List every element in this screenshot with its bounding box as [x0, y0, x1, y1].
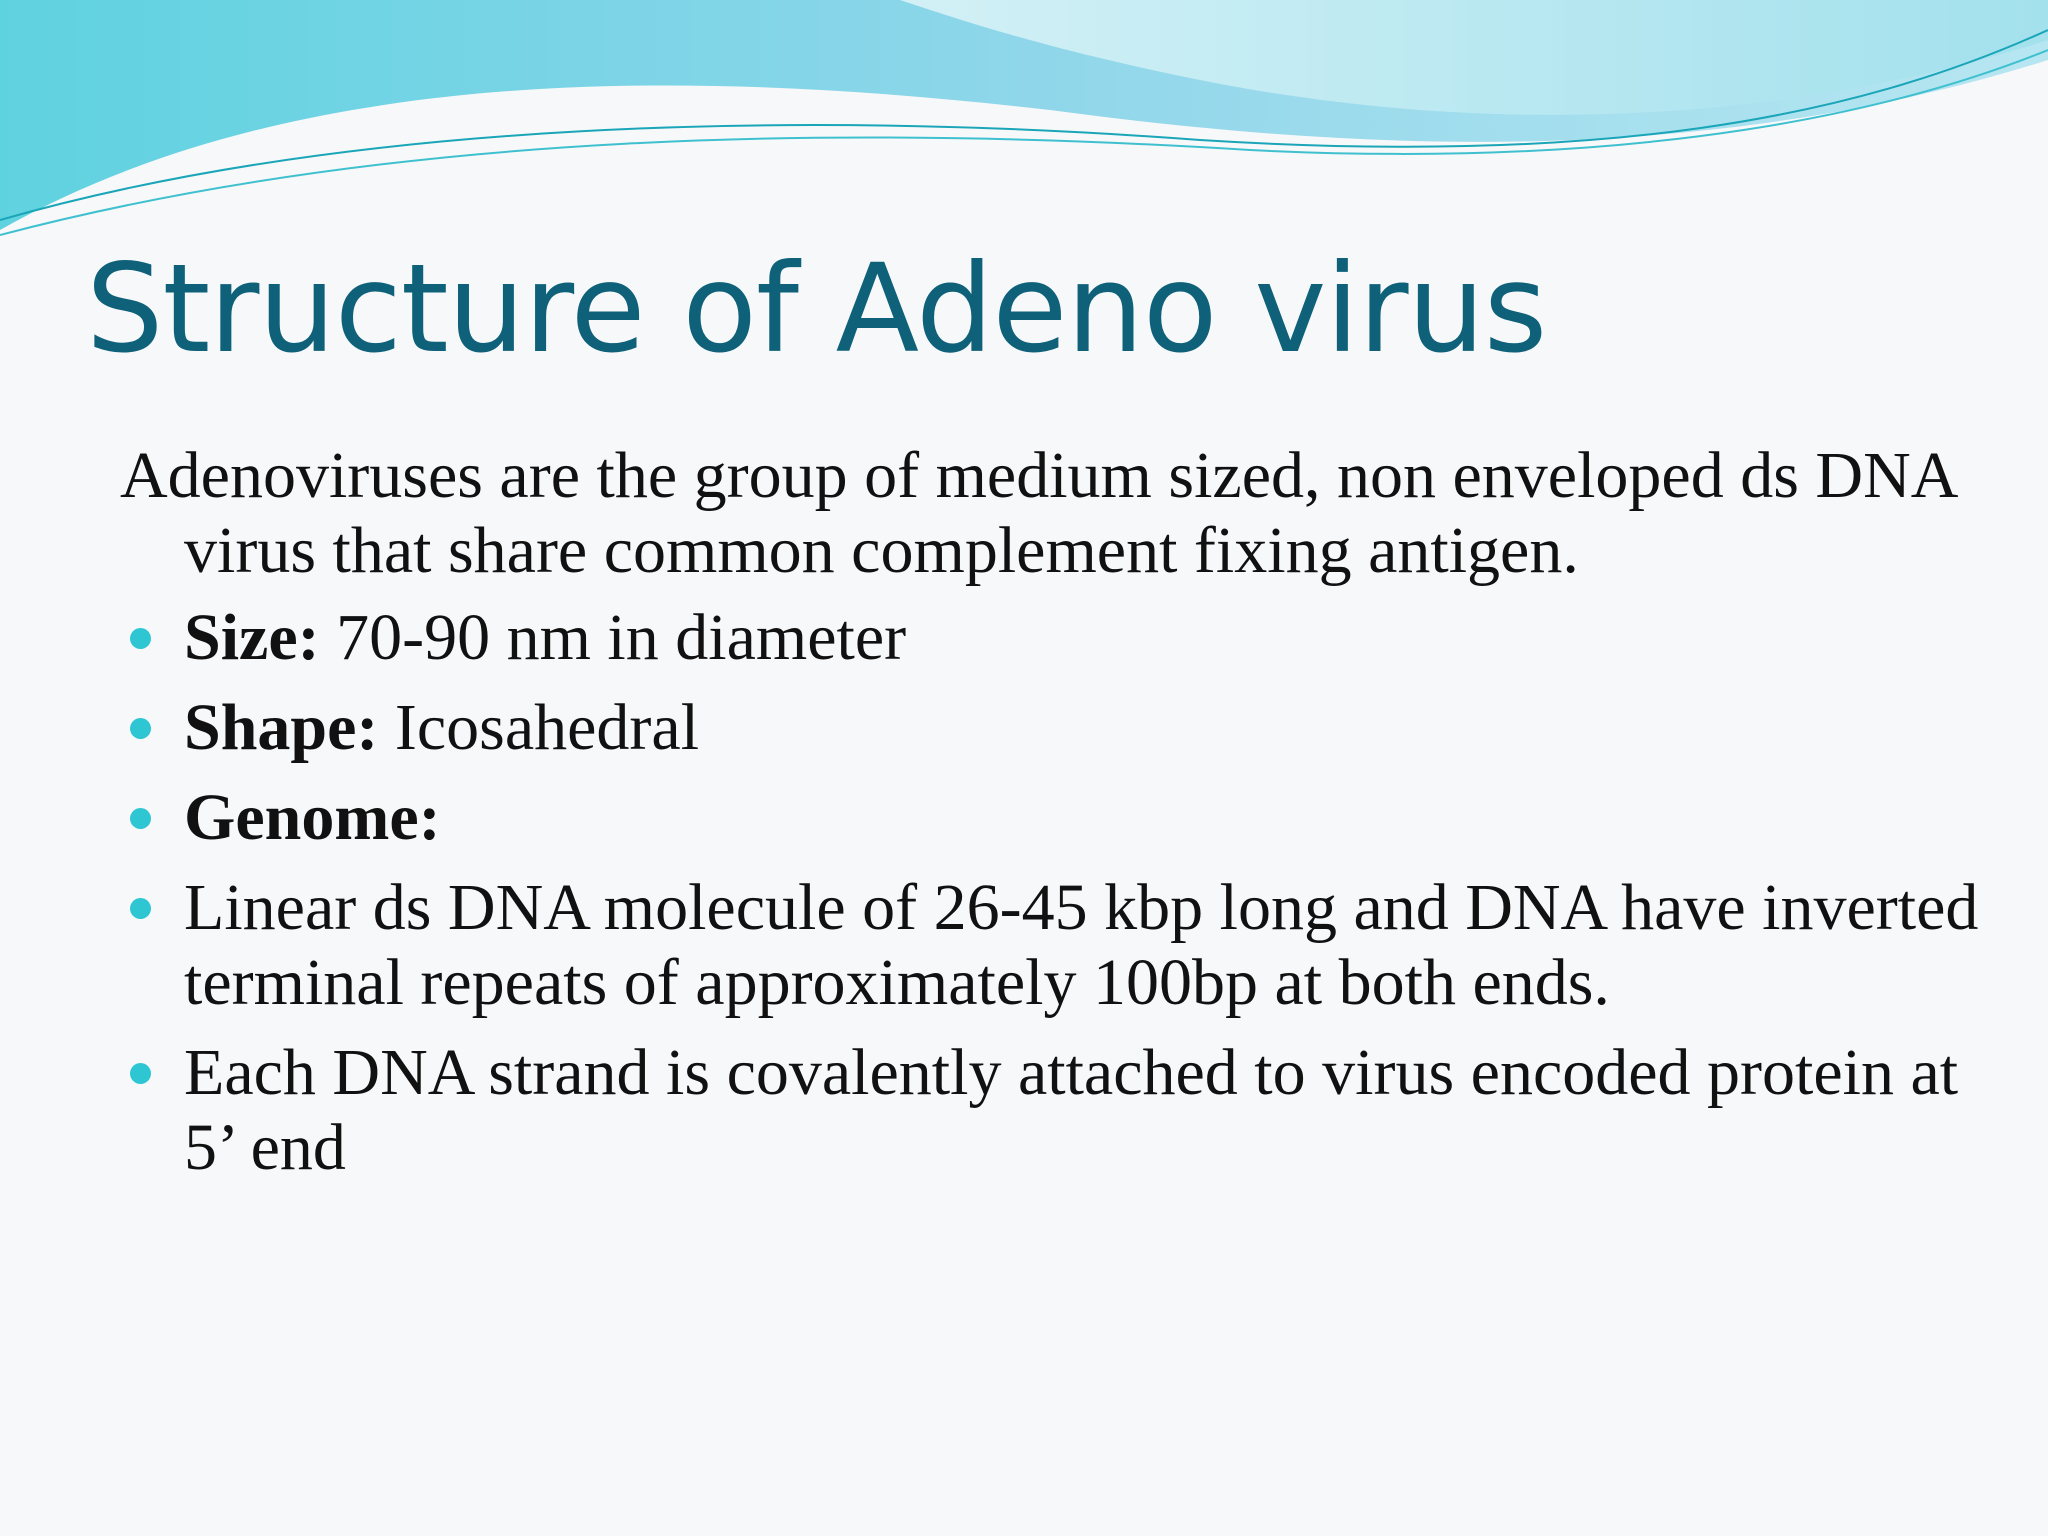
bullet-list: [120, 600, 1980, 1185]
bullet-size: [120, 600, 1980, 675]
bullet-label: Size:: [184, 601, 320, 674]
bullet-shape: [120, 690, 1980, 765]
page-title: Structure of Adeno virus: [86, 238, 1547, 380]
bullet-dot-icon: [130, 718, 151, 739]
header-wave-decoration: [0, 0, 2048, 260]
bullet-text: Icosahedral: [378, 691, 700, 764]
bullet-dot-icon: [130, 1063, 151, 1084]
bullet-text: 70-90 nm in diameter: [319, 601, 907, 674]
bullet-linear-dna: [120, 870, 1980, 1020]
bullet-dot-icon: [130, 628, 151, 649]
bullet-label: Shape:: [184, 691, 379, 764]
bullet-text: Linear ds DNA molecule of 26-45 kbp long and DNA have inverted terminal repeats of approximately 100bp at both ends.: [184, 871, 1979, 1019]
bullet-label: Genome:: [184, 781, 441, 854]
bullet-dot-icon: [130, 898, 151, 919]
intro-paragraph: Adenoviruses are the group of medium sized, non enveloped ds DNA virus that share common complement fixing antigen.: [120, 439, 1955, 587]
bullet-dot-icon: [130, 808, 151, 829]
slide-body: [120, 438, 1980, 1200]
bullet-text: Each DNA strand is covalently attached to virus encoded protein at 5’ end: [184, 1036, 1959, 1184]
bullet-dna-strand: [120, 1035, 1980, 1185]
bullet-genome: [120, 780, 1980, 855]
